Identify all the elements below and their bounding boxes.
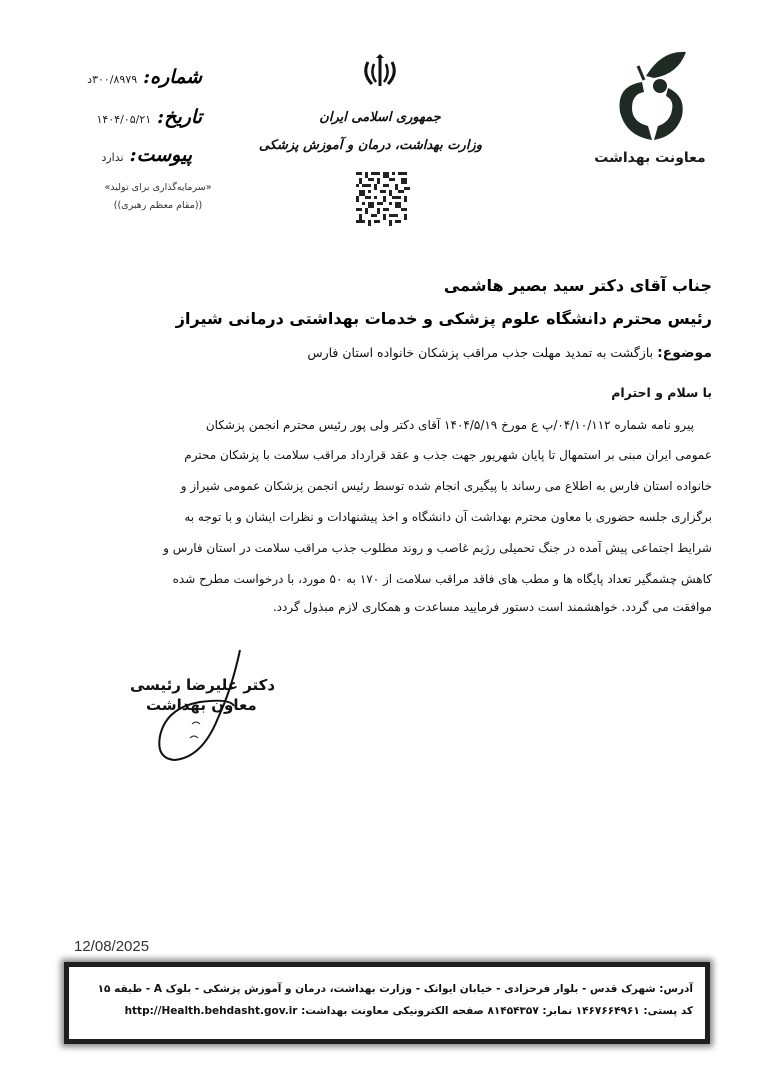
logo-text: معاونت بهداشت	[594, 150, 706, 166]
letter-attachment-label: پیوست:	[129, 144, 192, 166]
letter-number-label: شماره:	[143, 66, 202, 88]
signatory-name: دکتر علیرضا رئیسی	[130, 676, 276, 694]
letter-date-value: ۱۴۰۴/۰۵/۲۱	[96, 113, 152, 126]
letter-number-value: ۳۰۰/۸۹۷۹د	[87, 73, 138, 86]
addressee-name: جناب آقای دکتر سید بصیر هاشمی	[443, 276, 712, 295]
iran-emblem-icon	[360, 52, 400, 92]
footer-address-box	[64, 962, 710, 1044]
subject-text: بازگشت به تمدید مهلت جذب مراقب پزشکان خانواده استان فارس	[307, 345, 658, 360]
subject-label: موضوع:	[657, 345, 712, 361]
body-line: موافقت می گردد. خواهشمند است دستور فرمایید مساعدت و همکاری لازم مبذول گردد.	[272, 600, 712, 614]
body-line: کاهش چشمگیر تعداد پایگاه ها و مطب های فاقد مراقب سلامت از ۱۷۰ به ۵۰ مورد، با درخواست مطرح شده	[172, 572, 712, 586]
letter-attachment	[101, 144, 192, 166]
qr-code	[356, 172, 410, 226]
body-line: برگزاری جلسه حضوری با معاون محترم بهداشت آن دانشگاه و اخذ پیشنهادات و نظرات ایشان و با توجه به	[184, 510, 712, 524]
footer-address: آدرس: شهرک قدس - بلوار فرحزادی - خیابان ایوانک - وزارت بهداشت، درمان و آموزش پزشکی - بلوک A - طبقه ۱۵	[97, 983, 693, 995]
footer-contact: کد پستی: ۱۴۶۷۶۶۴۹۶۱ نمابر: ۸۱۴۵۴۳۵۷ صفحه الکترونیکی معاونت بهداشت: http://Health.behdasht.gov.ir	[124, 1005, 693, 1017]
subject-line	[307, 345, 712, 361]
letter-date-label: تاریخ:	[157, 106, 202, 128]
country-name: جمهوری اسلامی ایران	[319, 110, 441, 125]
body-line: شرایط اجتماعی پیش آمده در جنگ تحمیلی رژیم غاصب و روند مطلوب جذب مراقب سلامت در استان فارس و	[163, 541, 712, 555]
motto-line-1: «سرمایه‌گذاری برای تولید»	[104, 182, 212, 193]
ministry-name: وزارت بهداشت، درمان و آموزش پزشکی	[258, 138, 482, 153]
handwritten-signature	[140, 648, 280, 778]
body-line: خانواده استان فارس به اطلاع می رساند با پیگیری انجام شده توسط رئیس انجمن پزشکان عمومی شیراز و	[180, 479, 712, 493]
letter-number	[87, 66, 202, 88]
addressee-title: رئیس محترم دانشگاه علوم پزشکی و خدمات بهداشتی درمانی شیراز	[175, 309, 712, 328]
body-line: پیرو نامه شماره ۰۴/۱۰/۱۱۲/پ ع مورخ ۱۴۰۴/۵/۱۹ آقای دکتر ولی پور رئیس محترم انجمن پزشکان	[205, 418, 694, 432]
health-deputy-logo	[602, 44, 702, 144]
greeting: با سلام و احترام	[611, 385, 712, 400]
letter-date	[96, 106, 202, 128]
body-line: عمومی ایران مبنی بر استمهال تا پایان شهریور جهت جذب و عقد قرارداد مراقب سلامت با پزشکان محترم	[184, 448, 712, 462]
letter-attachment-value: ندارد	[101, 151, 124, 164]
motto-line-2: ((مقام معظم رهبری))	[113, 200, 203, 211]
signatory-title: معاون بهداشت	[146, 696, 257, 714]
stamp-date: 12/08/2025	[74, 938, 150, 955]
